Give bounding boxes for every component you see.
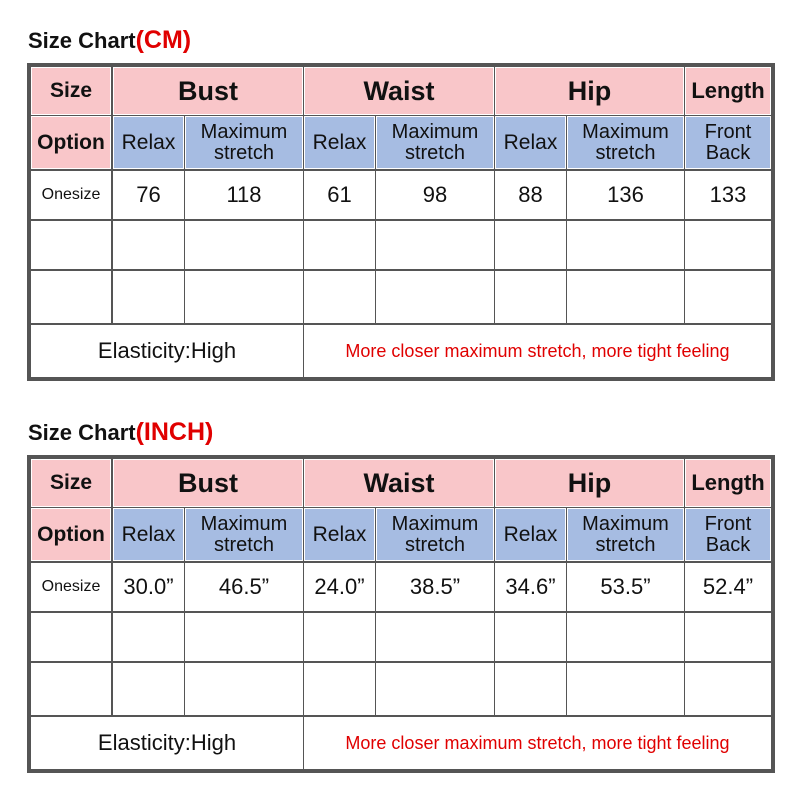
- empty-cell: [685, 271, 771, 323]
- empty-cell: [113, 613, 184, 661]
- empty-cell: [31, 663, 111, 715]
- subheader-bust-max: Maximum stretch: [185, 508, 303, 561]
- header-bust: Bust: [113, 459, 303, 507]
- value-bust-max: 46.5”: [185, 563, 303, 611]
- subheader-waist-relax: Relax: [304, 508, 375, 561]
- subheader-bust-relax: Relax: [113, 508, 184, 561]
- empty-cell: [113, 663, 184, 715]
- empty-cell: [304, 271, 375, 323]
- empty-cell: [567, 271, 684, 323]
- empty-cell: [495, 271, 566, 323]
- header-hip: Hip: [495, 67, 684, 115]
- value-bust-relax: 76: [113, 171, 184, 219]
- value-bust-max: 118: [185, 171, 303, 219]
- header-option: Option: [31, 508, 111, 561]
- elasticity-label: Elasticity:High: [31, 717, 303, 769]
- size-table: [27, 63, 775, 381]
- empty-cell: [304, 221, 375, 269]
- header-bust: Bust: [113, 67, 303, 115]
- empty-cell: [376, 613, 494, 661]
- subheader-waist-relax: Relax: [304, 116, 375, 169]
- empty-cell: [304, 663, 375, 715]
- header-option: Option: [31, 116, 111, 169]
- empty-cell: [495, 613, 566, 661]
- row-label-onesize: Onesize: [31, 563, 111, 611]
- empty-cell: [685, 663, 771, 715]
- subheader-hip-relax: Relax: [495, 116, 566, 169]
- subheader-bust-relax: Relax: [113, 116, 184, 169]
- value-waist-relax: 24.0”: [304, 563, 375, 611]
- subheader-hip-max: Maximum stretch: [567, 508, 684, 561]
- empty-cell: [495, 221, 566, 269]
- row-label-onesize: Onesize: [31, 171, 111, 219]
- value-length: 133: [685, 171, 771, 219]
- empty-cell: [185, 613, 303, 661]
- empty-cell: [185, 271, 303, 323]
- subheader-bust-max: Maximum stretch: [185, 116, 303, 169]
- subheader-waist-max: Maximum stretch: [376, 508, 494, 561]
- empty-cell: [185, 663, 303, 715]
- elasticity-label: Elasticity:High: [31, 325, 303, 377]
- value-waist-max: 98: [376, 171, 494, 219]
- subheader-length-frontback: Front Back: [685, 508, 771, 561]
- empty-cell: [567, 663, 684, 715]
- header-size: Size: [31, 67, 111, 115]
- empty-cell: [495, 663, 566, 715]
- chart-title: Size Chart(INCH): [28, 418, 214, 446]
- empty-cell: [567, 613, 684, 661]
- empty-cell: [376, 271, 494, 323]
- subheader-waist-max: Maximum stretch: [376, 116, 494, 169]
- unit-label: (INCH): [135, 418, 214, 446]
- empty-cell: [113, 271, 184, 323]
- stretch-note: More closer maximum stretch, more tight feeling: [304, 717, 771, 769]
- empty-cell: [185, 221, 303, 269]
- empty-cell: [304, 613, 375, 661]
- value-waist-relax: 61: [304, 171, 375, 219]
- subheader-hip-relax: Relax: [495, 508, 566, 561]
- header-waist: Waist: [304, 459, 494, 507]
- empty-cell: [376, 663, 494, 715]
- empty-cell: [31, 271, 111, 323]
- header-size: Size: [31, 459, 111, 507]
- size-table: [27, 455, 775, 773]
- empty-cell: [685, 613, 771, 661]
- unit-label: (CM): [135, 26, 192, 54]
- subheader-hip-max: Maximum stretch: [567, 116, 684, 169]
- empty-cell: [685, 221, 771, 269]
- empty-cell: [567, 221, 684, 269]
- value-hip-max: 136: [567, 171, 684, 219]
- header-length: Length: [685, 459, 771, 507]
- empty-cell: [113, 221, 184, 269]
- stretch-note: More closer maximum stretch, more tight feeling: [304, 325, 771, 377]
- value-hip-relax: 88: [495, 171, 566, 219]
- chart-title: Size Chart(CM): [28, 26, 192, 54]
- header-hip: Hip: [495, 459, 684, 507]
- empty-cell: [31, 221, 111, 269]
- empty-cell: [31, 613, 111, 661]
- empty-cell: [376, 221, 494, 269]
- subheader-length-frontback: Front Back: [685, 116, 771, 169]
- value-hip-relax: 34.6”: [495, 563, 566, 611]
- value-length: 52.4”: [685, 563, 771, 611]
- header-waist: Waist: [304, 67, 494, 115]
- header-length: Length: [685, 67, 771, 115]
- value-bust-relax: 30.0”: [113, 563, 184, 611]
- value-waist-max: 38.5”: [376, 563, 494, 611]
- value-hip-max: 53.5”: [567, 563, 684, 611]
